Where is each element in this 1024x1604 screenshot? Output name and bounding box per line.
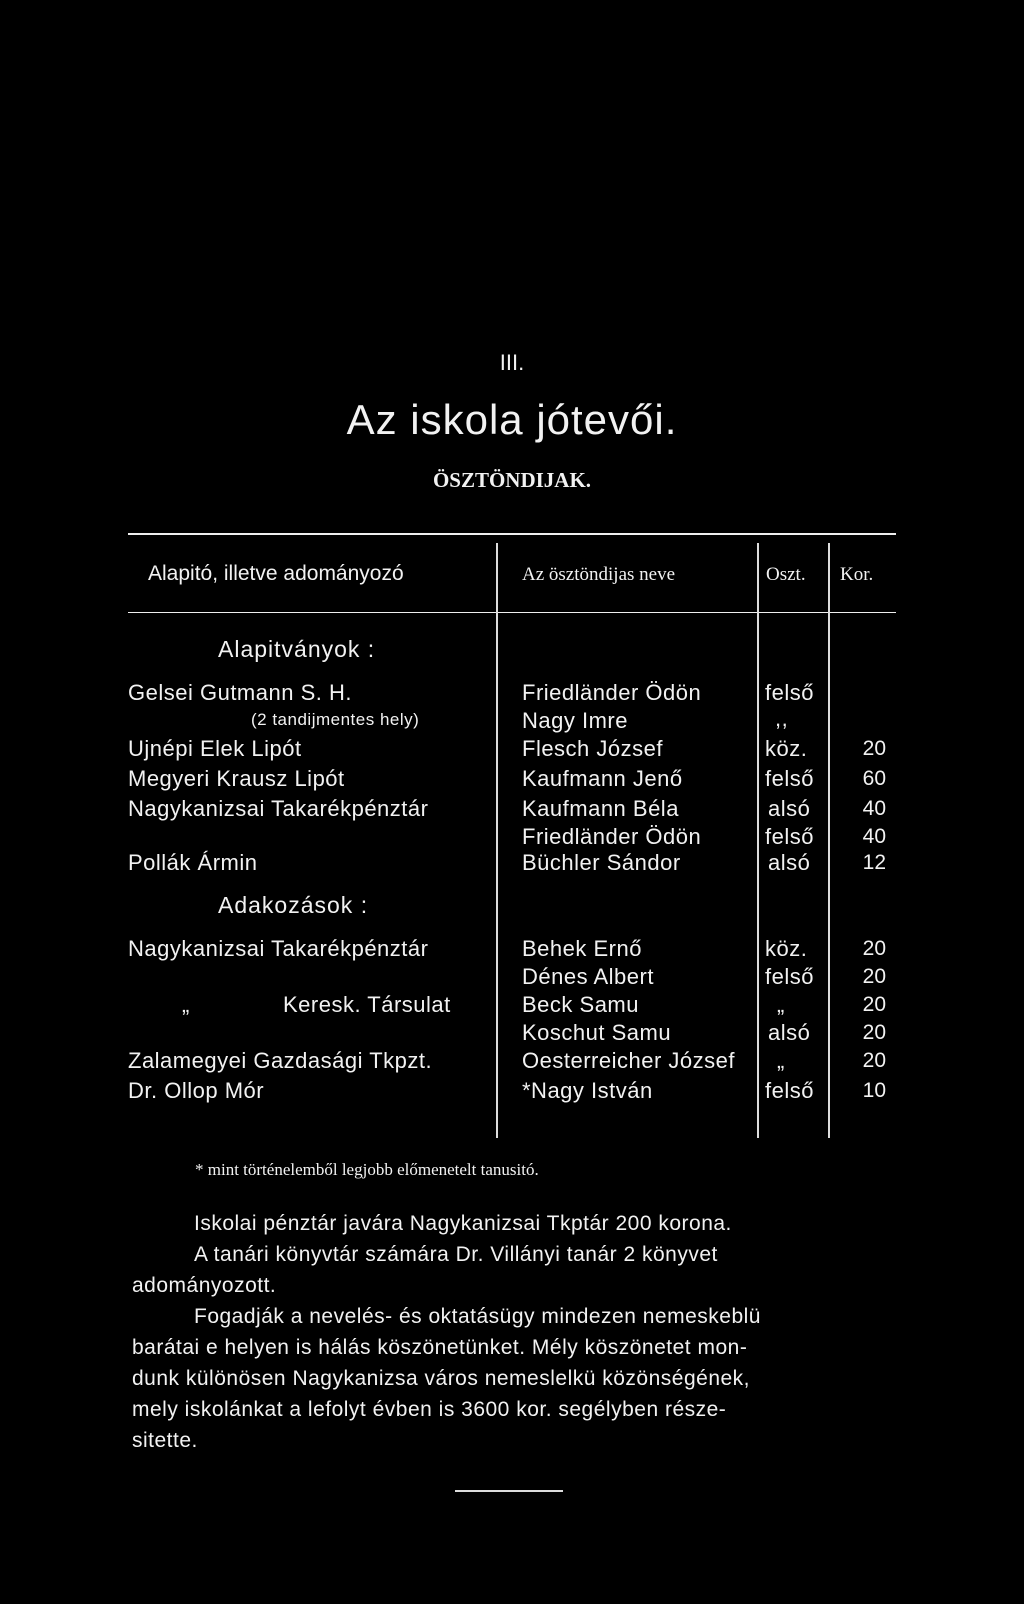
scholar-name: Flesch József (522, 736, 663, 761)
class-cell: alsó (768, 850, 811, 875)
scholar-name: Oesterreicher József (522, 1048, 735, 1073)
founder-cell: Ujnépi Elek Lipót (128, 736, 302, 761)
scholar-name: Koschut Samu (522, 1020, 672, 1045)
amount-cell: 60 (862, 767, 886, 790)
page-subtitle: ÖSZTÖNDIJAK. (432, 468, 592, 492)
founder-cell: Dr. Ollop Mór (128, 1078, 265, 1103)
paragraph-line: adományozott. (132, 1274, 277, 1297)
column-header-amount: Kor. (840, 564, 874, 585)
footnote: * mint történelemből legjobb előmenetelt tanusitó. (195, 1160, 539, 1179)
scholar-name: Friedländer Ödön (522, 824, 702, 849)
end-rule (455, 1490, 563, 1492)
founder-cell: Gelsei Gutmann S. H. (128, 680, 352, 705)
scholar-name: Nagy Imre (522, 708, 628, 733)
page-title: Az iskola jótevői. (346, 396, 678, 443)
class-cell: felső (765, 680, 814, 705)
class-cell: köz. (765, 736, 808, 761)
class-cell: köz. (765, 936, 808, 961)
amount-cell: 20 (862, 1021, 886, 1044)
table-top-rule (128, 533, 896, 535)
scholar-name: Behek Ernő (522, 936, 642, 961)
amount-cell: 20 (862, 737, 886, 760)
paragraph-line: Fogadják a nevelés- és oktatásügy mindezen nemeskeblü (194, 1305, 761, 1328)
scholar-name: Kaufmann Jenő (522, 766, 683, 791)
scholar-name: Beck Samu (522, 992, 639, 1017)
ditto-mark: „ (777, 1048, 785, 1073)
class-cell: felső (765, 1078, 814, 1103)
paragraph-line: barátai e helyen is hálás köszönetünket. Mély köszönetet mon- (132, 1336, 748, 1359)
amount-cell: 20 (862, 1049, 886, 1072)
section-number: III. (499, 350, 525, 375)
section-heading-foundations: Alapitványok : (218, 636, 376, 662)
amount-cell: 40 (862, 825, 886, 848)
ditto-mark: „ (182, 992, 190, 1017)
ditto-mark: „ (777, 992, 785, 1017)
scholar-name: Büchler Sándor (522, 850, 681, 875)
class-cell: felső (765, 964, 814, 989)
founder-cell: Nagykanizsai Takarékpénztár (128, 796, 429, 821)
founder-cell: Keresk. Társulat (283, 992, 451, 1017)
class-cell: ,, (775, 706, 789, 731)
class-cell: alsó (768, 796, 811, 821)
amount-cell: 20 (862, 937, 886, 960)
column-header-class: Oszt. (766, 564, 806, 585)
paragraph-line: sitette. (132, 1429, 198, 1452)
scholar-name: Kaufmann Béla (522, 796, 679, 821)
paragraph-line: Iskolai pénztár javára Nagykanizsai Tkptár 200 korona. (194, 1212, 732, 1235)
scholar-name: Dénes Albert (522, 964, 654, 989)
paragraph-line: dunk különösen Nagykanizsa város nemeslelkü közönségének, (132, 1367, 751, 1390)
column-divider-1 (496, 543, 498, 1138)
amount-cell: 20 (862, 993, 886, 1016)
column-header-name: Az ösztöndijas neve (522, 564, 676, 585)
founder-cell: Zalamegyei Gazdasági Tkpzt. (128, 1048, 433, 1073)
amount-cell: 20 (862, 965, 886, 988)
class-cell: felső (765, 824, 814, 849)
column-divider-3 (828, 543, 830, 1138)
class-cell: alsó (768, 1020, 811, 1045)
scholar-name: *Nagy István (522, 1078, 653, 1103)
amount-cell: 12 (862, 851, 886, 874)
paragraph-line: mely iskolánkat a lefolyt évben is 3600 kor. segélyben része- (132, 1398, 727, 1421)
paragraph-line: A tanári könyvtár számára Dr. Villányi tanár 2 könyvet (194, 1243, 718, 1266)
column-divider-2 (757, 543, 759, 1138)
founder-note: (2 tandijmentes hely) (251, 710, 420, 729)
section-heading-donations: Adakozások : (218, 892, 369, 918)
amount-cell: 10 (862, 1079, 886, 1102)
founder-cell: Pollák Ármin (128, 850, 258, 875)
column-header-founder: Alapitó, illetve adományozó (148, 562, 404, 585)
founder-cell: Megyeri Krausz Lipót (128, 766, 345, 791)
table-header-rule (128, 612, 896, 613)
scholar-name: Friedländer Ödön (522, 680, 702, 705)
class-cell: felső (765, 766, 814, 791)
founder-cell: Nagykanizsai Takarékpénztár (128, 936, 429, 961)
amount-cell: 40 (862, 797, 886, 820)
body-text (132, 1208, 892, 1456)
